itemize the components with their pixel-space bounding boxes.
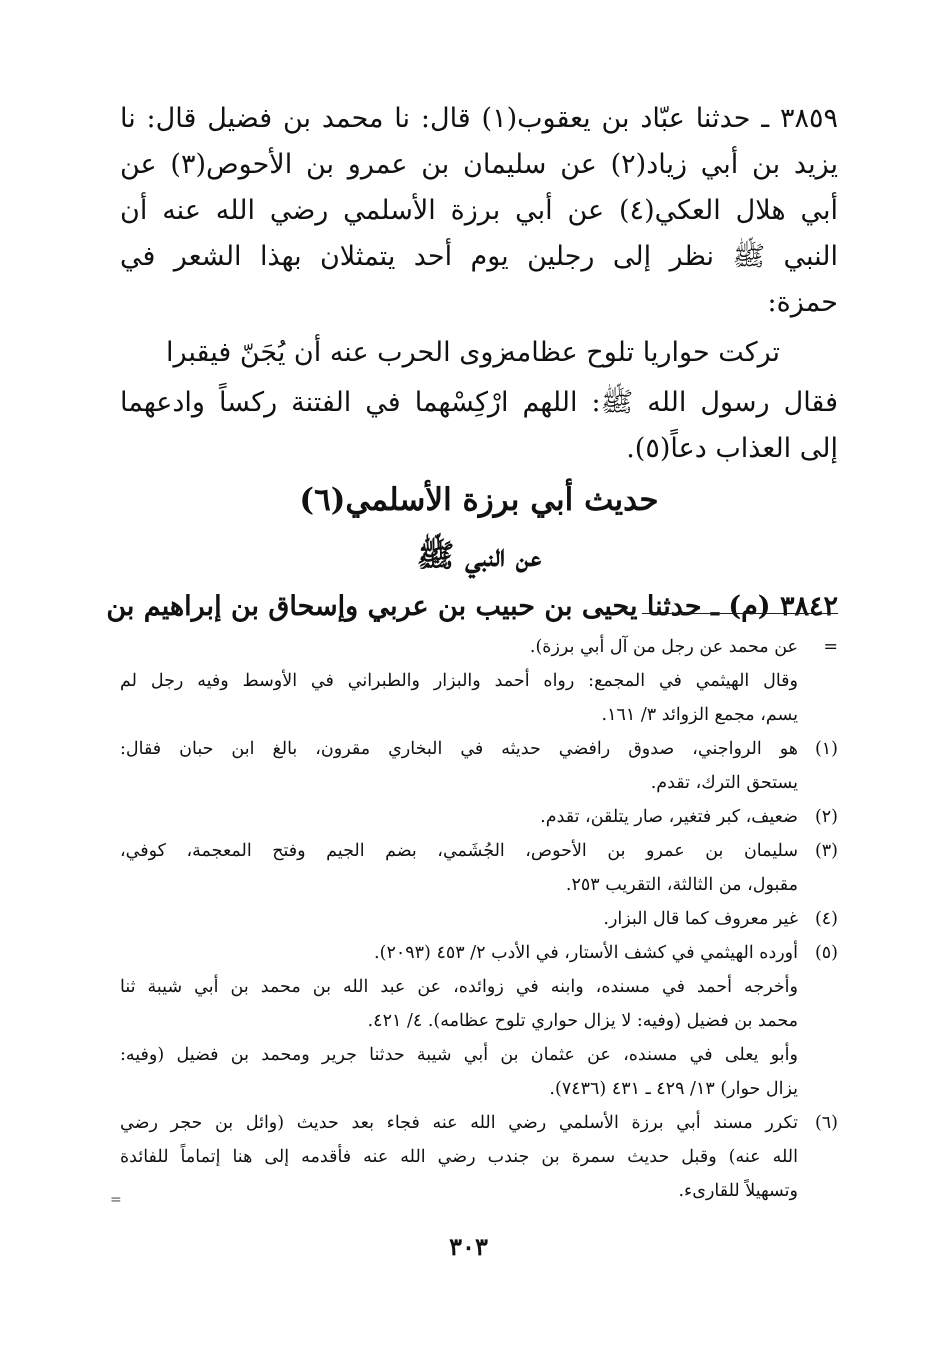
footnote-line: ضعيف، كبر فتغير، صار يتلقن، تقدم. — [540, 807, 798, 827]
footnote-marker: (٢) — [814, 807, 838, 827]
poem-hemistich-1: تركت حواريا تلوح عظامه — [502, 337, 780, 368]
footnote — [120, 936, 838, 970]
footnote — [120, 834, 838, 902]
footnote-body — [120, 800, 798, 834]
hadith-3859-line-5: حمزة: — [767, 287, 838, 318]
main-text — [106, 96, 838, 630]
hadith-3859-line-6: فقال رسول الله ﷺ: اللهم ارْكِسْهما في الفتنة ركساً وادعهما — [120, 387, 838, 418]
footnote — [120, 1106, 838, 1208]
footnote-line: وأبو يعلى في مسنده، عن عثمان بن أبي شيبة حدثنا جرير ومحمد بن فضيل (وفيه: — [120, 1045, 798, 1065]
footnote-line: وقال الهيثمي في المجمع: رواه أحمد والبزار والطبراني في الأوسط وفيه رجل لم — [120, 671, 798, 691]
footnote-body — [120, 630, 798, 664]
section-heading-line-2: عن النبي ﷺ — [416, 538, 542, 574]
footnotes — [120, 630, 838, 1208]
poem-hemistich-2: زوى الحرب عنه أن يُجَنّ فيقبرا — [166, 337, 507, 368]
footnote-marker: = — [823, 637, 838, 657]
footnote-marker: (١) — [814, 739, 838, 759]
footnote-line: أورده الهيثمي في كشف الأستار، في الأدب ٢/ ٤٥٣ (٢٠٩٣). — [374, 943, 798, 963]
poem-verse — [120, 326, 838, 380]
footnote-body — [120, 834, 798, 902]
footnote-line: محمد بن فضيل (وفيه: لا يزال حواري تلوح عظامه). ٤/ ٤٢١. — [367, 1011, 798, 1031]
footnote-line: مقبول، من الثالثة، التقريب ٢٥٣. — [565, 875, 798, 895]
footnote — [120, 732, 838, 800]
footnote-marker: (٦) — [814, 1113, 838, 1133]
footnote-line: يسم، مجمع الزوائد ٣/ ١٦١. — [601, 705, 798, 725]
footnote-line: وأخرجه أحمد في مسنده، وابنه في زوائده، عن عبد الله بن محمد بن أبي شيبة ثنا — [120, 977, 798, 997]
hadith-3842-line-1: ٣٨٤٢ (م) ـ حدثنا يحيى بن حبيب بن عربي وإسحاق بن إبراهيم بن — [106, 591, 838, 622]
hadith-3859-line-7: إلى العذاب دعاً(٥). — [626, 433, 838, 464]
hadith-3859-line-1: ٣٨٥٩ ـ حدثنا عبّاد بن يعقوب(١) قال: نا محمد بن فضيل قال: نا — [120, 103, 838, 134]
section-heading-line-1: حديث أبي برزة الأسلمي(٦) — [299, 482, 659, 518]
footnote — [120, 902, 838, 936]
footnote-body — [120, 902, 798, 936]
footnote-line: يستحق الترك، تقدم. — [650, 773, 798, 793]
footnote-line: يزال حوار) ١٣/ ٤٢٩ ـ ٤٣١ (٧٤٣٦). — [549, 1079, 798, 1099]
footnote-divider — [642, 613, 838, 614]
footnote-line: الله عنه) وقبل حديث سمرة بن جندب رضي الله عنه فأقدمه إلى هنا إتماماً للفائدة — [120, 1147, 798, 1167]
continuation-mark: = — [110, 1192, 122, 1208]
footnote — [120, 1038, 838, 1106]
footnote — [120, 630, 838, 664]
footnote-line: سليمان بن عمرو بن الأحوص، الجُشَمي، بضم الجيم وفتح المعجمة، كوفي، — [120, 841, 798, 861]
footnote-body — [120, 732, 798, 800]
footnote-body — [120, 1106, 798, 1208]
hadith-3859-line-3: أبي هلال العكي(٤) عن أبي برزة الأسلمي رضي الله عنه أن — [120, 195, 838, 226]
footnote — [120, 970, 838, 1038]
footnote-marker: (٣) — [814, 841, 838, 861]
footnote-line: غير معروف كما قال البزار. — [603, 909, 798, 929]
footnote-body — [120, 936, 798, 970]
footnote-line: وتسهيلاً للقارىء. — [678, 1181, 798, 1201]
footnote-body — [120, 1038, 798, 1106]
footnote-body — [120, 970, 798, 1038]
hadith-3859-line-2: يزيد بن أبي زياد(٢) عن سليمان بن عمرو بن الأحوص(٣) عن — [120, 149, 838, 180]
footnote-line: عن محمد عن رجل من آل أبي برزة). — [529, 637, 798, 657]
footnote-marker: (٤) — [814, 909, 838, 929]
footnote-line: هو الرواجني، صدوق رافضي حديثه في البخاري مقرون، بالغ ابن حبان فقال: — [120, 739, 798, 759]
hadith-3859-line-4: النبي ﷺ نظر إلى رجلين يوم أحد يتمثلان بهذا الشعر في — [120, 241, 838, 272]
footnote-body — [120, 664, 798, 732]
footnote-marker: (٥) — [814, 943, 838, 963]
footnote — [120, 664, 838, 732]
footnote-line: تكرر مسند أبي برزة الأسلمي رضي الله عنه فجاء بعد حديث (وائل بن حجر رضي — [120, 1113, 798, 1133]
page-number: ٣٠٣ — [449, 1232, 488, 1261]
footnote — [120, 800, 838, 834]
